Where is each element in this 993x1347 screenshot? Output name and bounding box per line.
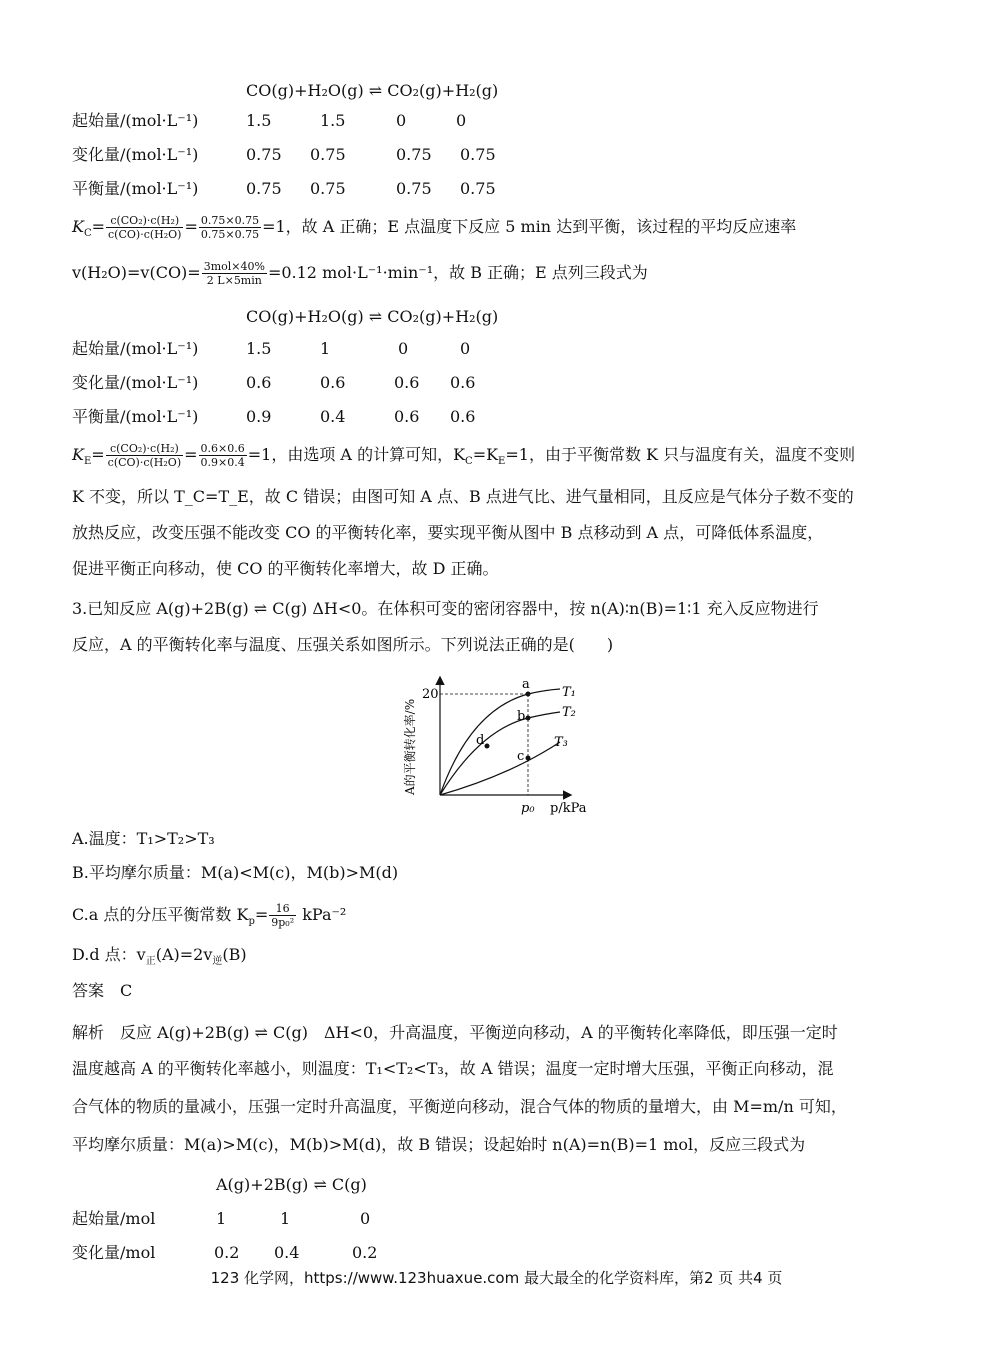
table-row: 起始量/mol 1 1 0: [72, 1209, 371, 1228]
paragraph-line: K 不变，所以 T_C=T_E，故 C 错误；由图可知 A 点、B 点进气比、进气量相同，且反应是气体分子数不变的: [72, 487, 854, 506]
paragraph-line: 促进平衡正向移动，使 CO 的平衡转化率增大，故 D 正确。: [72, 559, 499, 578]
option-c: C.a 点的分压平衡常数 $K_p=$ $\frac{16}{\text{9p₀²}}$ kPa⁻²: [72, 902, 347, 929]
point-d: [485, 744, 490, 749]
question-3-line: 3.已知反应 A(g)+2B(g) ⇌ C(g) ΔH<0。在体积可变的密闭容器中，按 n(A)∶n(B)=1∶1 充入反应物进行: [72, 599, 819, 618]
ke-equation-line: $K_E=$ $\frac{\text{c(CO₂)·c(H₂)}}{\text{c(CO)·c(H₂O)}}$ = $\frac{0.6\times 0.6}{0.9\times 0.4}$ =1，由选项 A 的计算可知，$K_C=K_E=1$，由于平衡常数 K 只与温度有关，温度不变则: [72, 442, 856, 469]
curve-t1: [440, 689, 560, 795]
option-a: A.温度：T₁>T₂>T₃: [72, 829, 215, 848]
table-row: 变化量/(mol·L⁻¹) 0.6 0.6 0.6 0.6: [72, 373, 476, 392]
analysis-line: 合气体的物质的量减小，压强一定时升高温度，平衡逆向移动，混合气体的物质的量增大，由 M=m/n 可知，: [72, 1097, 847, 1116]
analysis-line: 平均摩尔质量：M(a)>M(c)，M(b)>M(d)，故 B 错误；设起始时 n(A)=n(B)=1 mol，反应三段式为: [72, 1135, 806, 1154]
table-row: 平衡量/(mol·L⁻¹) 0.75 0.75 0.75 0.75: [72, 179, 496, 198]
point-label-d: d: [476, 733, 485, 748]
point-c: [526, 756, 531, 761]
point-b: [526, 716, 531, 721]
point-label-b: b: [517, 709, 526, 724]
fraction: $\frac{\text{3mol×40\%}}{2 L\times 5\min}$: [203, 260, 265, 287]
equation-3: A(g)+2B(g) ⇌ C(g): [216, 1175, 367, 1194]
kc-equation-line: $K_C=$ $\frac{\text{c(CO₂)·c(H₂)}}{\text{c(CO)·c(H₂O)}}$ = $\frac{0.75\times 0.75}{0.75\times 0.75}$ =1，故 A 正确；E 点温度下反应 5 min 达到平衡，该过程的平均反应速率: [72, 214, 797, 241]
analysis-line: 解析 反应 A(g)+2B(g) ⇌ C(g) ΔH<0，升高温度，平衡逆向移动，A 的平衡转化率降低，即压强一定时: [72, 1023, 838, 1042]
table-row: 变化量/mol 0.2 0.4 0.2: [72, 1243, 378, 1262]
page-footer: 123 化学网，https://www.123huaxue.com 最大最全的化学资料库，第2 页 共4 页: [210, 1269, 783, 1287]
curve-label-t3: T₃: [554, 735, 568, 750]
table-row: 起始量/(mol·L⁻¹) 1.5 1.5 0 0: [72, 111, 467, 130]
fraction: $\frac{\text{c(CO₂)·c(H₂)}}{\text{c(CO)·c(H₂O)}}$: [107, 442, 182, 469]
option-b: B.平均摩尔质量：M(a)<M(c)，M(b)>M(d): [72, 863, 399, 882]
equation-1: CO(g)+H₂O(g) ⇌ CO₂(g)+H₂(g): [246, 81, 499, 100]
table-row: 起始量/(mol·L⁻¹) 1.5 1 0 0: [72, 339, 471, 358]
fraction: $\frac{0.6\times 0.6}{0.9\times 0.4}$: [200, 442, 245, 469]
rate-equation-line: v(H₂O)=v(CO)= $\frac{\text{3mol×40\%}}{2 L\times 5\min}$ =0.12 mol·L⁻¹·min⁻¹，故 B 正确；E 点列三段式为: [72, 260, 648, 287]
paragraph-line: 放热反应，改变压强不能改变 CO 的平衡转化率，要实现平衡从图中 B 点移动到 A 点，可降低体系温度，: [72, 523, 824, 542]
fraction: $\frac{\text{c(CO₂)·c(H₂)}}{\text{c(CO)·c(H₂O)}}$: [108, 214, 182, 241]
x-axis-label: p/kPa: [550, 801, 587, 816]
fraction: $\frac{16}{\text{9p₀²}}$: [271, 902, 295, 929]
option-d: D.d 点：$v_正(A)=2v_逆(B)$: [72, 945, 247, 968]
equation-2: CO(g)+H₂O(g) ⇌ CO₂(g)+H₂(g): [246, 307, 499, 326]
analysis-line: 温度越高 A 的平衡转化率越小，则温度：T₁<T₂<T₃，故 A 错误；温度一定时增大压强，平衡正向移动，混: [72, 1059, 834, 1078]
table-row: 变化量/(mol·L⁻¹) 0.75 0.75 0.75 0.75: [72, 145, 496, 164]
question-3-line: 反应，A 的平衡转化率与温度、压强关系如图所示。下列说法正确的是( ): [72, 635, 614, 654]
point-a: [526, 692, 531, 697]
curve-label-t1: T₁: [562, 685, 576, 700]
curve-label-t2: T₂: [562, 705, 576, 720]
conversion-graph: [400, 670, 600, 820]
point-label-a: a: [522, 677, 530, 692]
fraction: $\frac{0.75\times 0.75}{0.75\times 0.75}$: [200, 214, 260, 241]
ke-line-text: =1，由选项 A 的计算可知，$K_C=K_E=1$，由于平衡常数 K 只与温度有关，温度不变则: [247, 445, 856, 468]
x-tick-label: p₀: [521, 801, 535, 816]
table-row: 平衡量/(mol·L⁻¹) 0.9 0.4 0.6 0.6: [72, 407, 476, 426]
y-tick-label: 20: [422, 687, 439, 702]
point-label-c: c: [517, 749, 525, 764]
answer: 答案 C: [72, 981, 133, 1000]
y-axis-label: A的平衡转化率/%: [403, 698, 417, 795]
